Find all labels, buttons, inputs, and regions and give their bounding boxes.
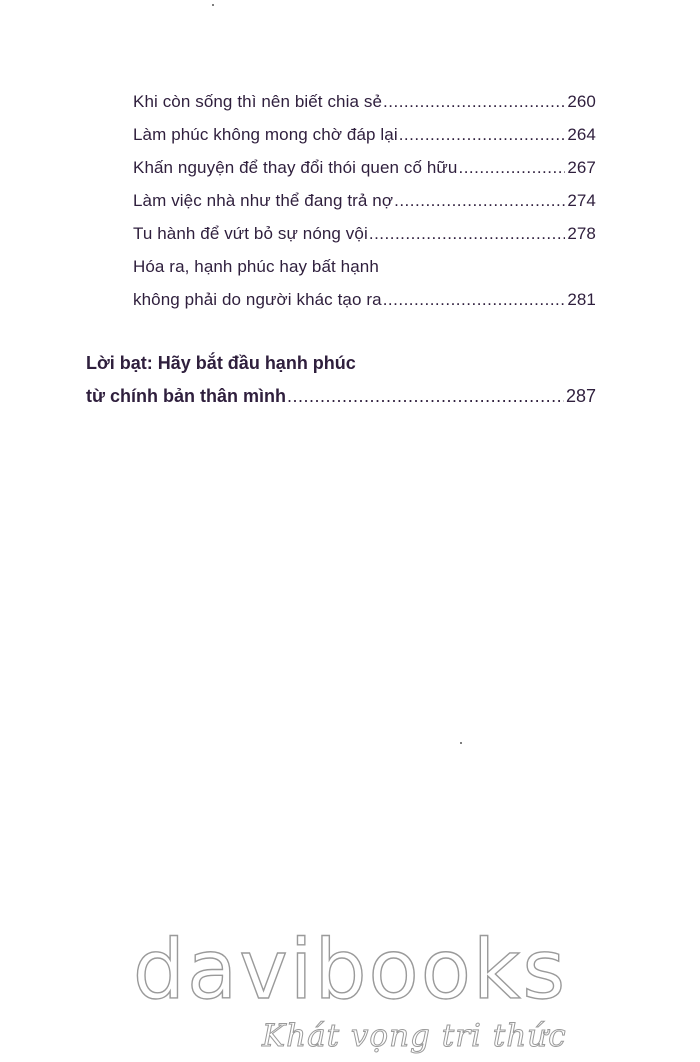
toc-entry [133,92,596,112]
toc-entry-title: Tu hành để vứt bỏ sự nóng vội [133,224,368,243]
publisher-name: davibooks [132,923,568,1018]
toc-entry [133,158,596,178]
toc-dot-leader [399,125,566,145]
afterword-title-line2: từ chính bản thân mình [86,386,287,406]
toc-entry-title-line2: không phải do người khác tạo ra [133,290,382,309]
toc-entry-page: 281 [567,290,596,309]
afterword-title-line1: Lời bạt: Hãy bắt đầu hạnh phúc [86,353,356,373]
toc-entry [133,125,596,145]
ink-speck [212,4,214,6]
toc-entry-title: Làm việc nhà như thể đang trả nợ [133,191,394,210]
toc-entry-page: 260 [567,92,596,111]
toc-dot-leader [383,92,565,112]
toc-dot-leader [369,224,565,244]
toc-entry-page: 267 [567,158,596,177]
toc-entry-page: 264 [567,125,596,144]
publisher-slogan: Khát vọng tri thức [262,1018,567,1054]
afterword-entry [86,386,596,407]
toc-dot-leader [287,386,564,407]
ink-speck [460,742,462,744]
toc-entry-title: Khi còn sống thì nên biết chia sẻ [133,92,383,111]
toc-dot-leader [383,290,566,310]
toc-entry-page: 274 [567,191,596,210]
toc-entry [133,290,596,310]
toc-entry-title: Làm phúc không mong chờ đáp lại [133,125,398,144]
publisher-watermark [0,923,700,1054]
toc-entry [133,191,596,211]
toc-dot-leader [394,191,565,211]
toc-entry-title: Khấn nguyện để thay đổi thói quen cố hữu [133,158,458,177]
afterword-page: 287 [565,386,596,406]
toc-entry [133,224,596,244]
toc-entry-title-line1: Hóa ra, hạnh phúc hay bất hạnh [133,257,379,276]
toc-dot-leader [458,158,565,178]
toc-entry-page: 278 [567,224,596,243]
